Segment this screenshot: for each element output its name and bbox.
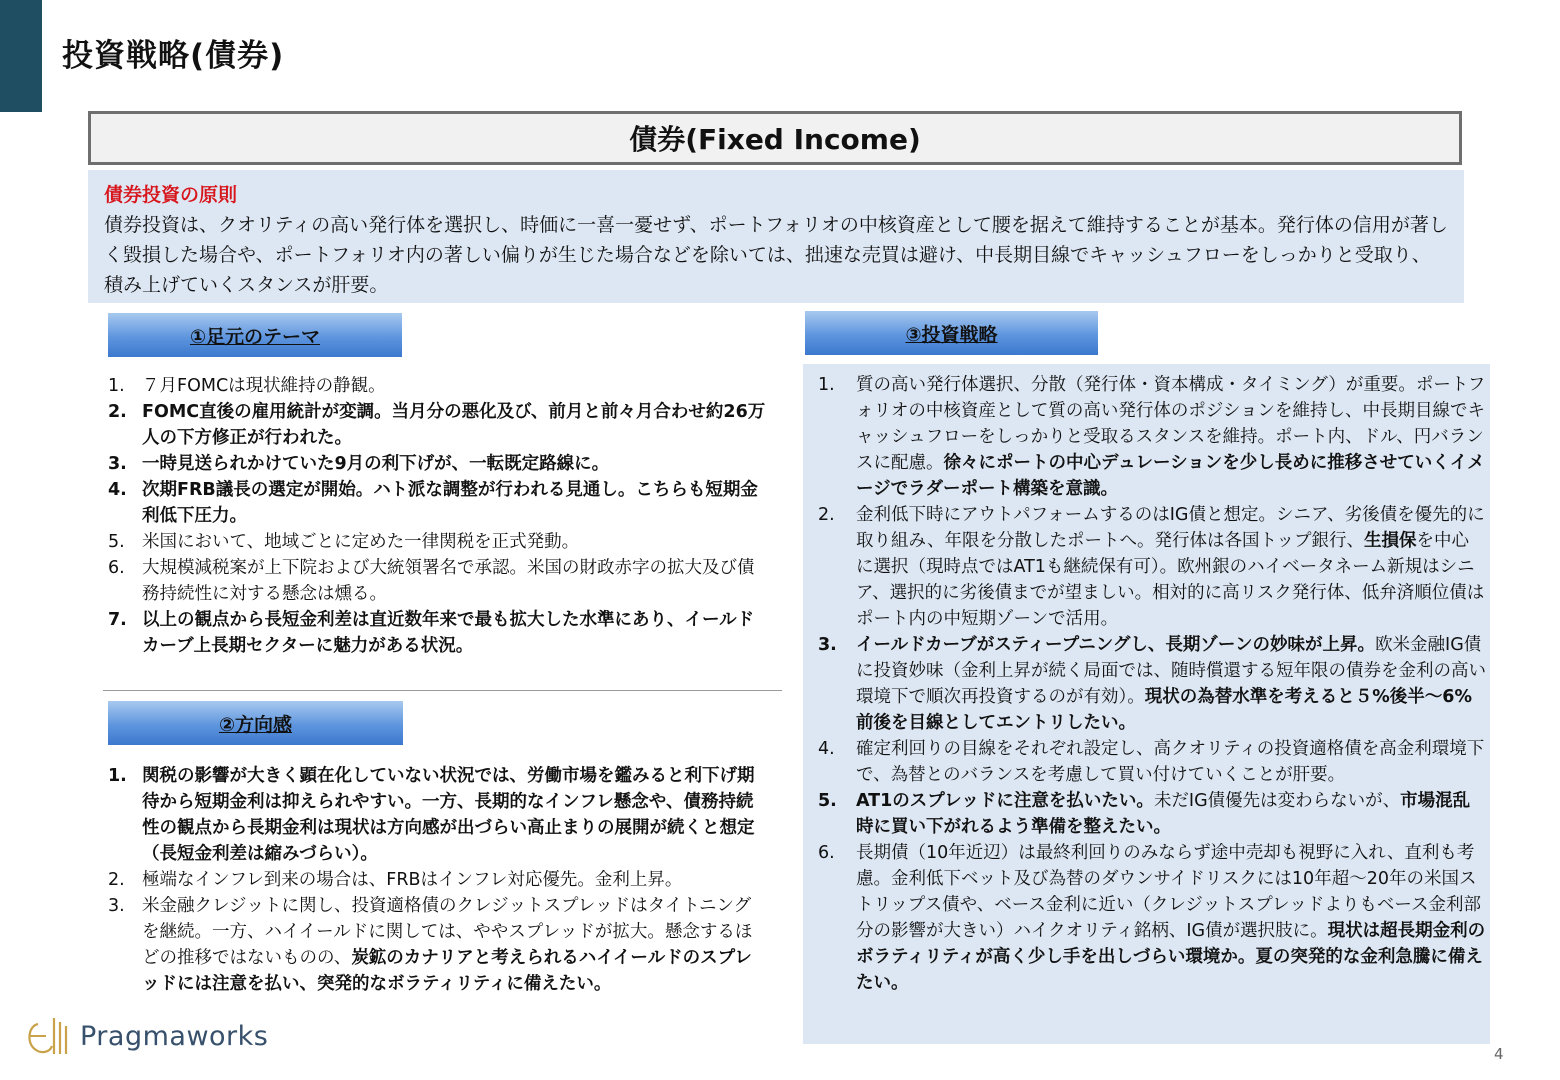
list-item: 3. 米金融クレジットに関し、投資適格債のクレジットスプレッドはタイトニングを継続。一方、ハイイールドに関しては、ややスプレッドが拡大。懸念するほどの推移ではないものの、炭鉱のカナリアと考えられるハイイールドのスプレッドには注意を払い、突発的なボラティリティに備えたい。 [108, 896, 753, 994]
direction-list [108, 763, 768, 997]
list-item: 7. 以上の観点から長短金利差は直近数年来で最も拡大した水準にあり、イールドカーブ上長期セクターに魅力がある状況。 [108, 610, 755, 656]
list-item: 5. 米国において、地域ごとに定めた一律関税を正式発動。 [108, 532, 580, 552]
principle-box [88, 170, 1464, 303]
list-item: 5. AT1のスプレッドに注意を払いたい。未だIG債優先は変わらないが、市場混乱時に買い下がれるよう準備を整えたい。 [818, 791, 1471, 837]
list-item: 3. イールドカーブがスティープニングし、長期ゾーンの妙味が上昇。欧米金融IG債に投資妙味（金利上昇が続く局面では、随時償還する短年限の債券を金利の高い環境下で順次再投資するのが有効）。現状の為替水準を考えると５%後半～6%前後を目線としてエントリしたい。 [818, 635, 1486, 733]
list-item: 3. 一時見送られかけていた9月の利下げが、一転既定路線に。 [108, 454, 610, 474]
list-item: 1. 関税の影響が大きく顕在化していない状況では、労働市場を鑑みると利下げ期待から短期金利は抑えられやすい。一方、長期的なインフレ懸念や、債務持続性の観点から長期金利は現状は方向感が出づらい高止まりの展開が続くと想定（長短金利差は縮みづらい）。 [108, 766, 755, 864]
strategy-list [818, 372, 1486, 996]
list-item: 2. 極端なインフレ到来の場合は、FRBはインフレ対応優先。金利上昇。 [108, 870, 683, 890]
principle-title: 債券投資の原則 [104, 184, 238, 206]
pragmaworks-logo-icon [24, 1014, 74, 1058]
list-item: 4. 次期FRB議長の選定が開始。ハト派な調整が行われる見通し。こちらも短期金利低下圧力。 [108, 480, 758, 526]
principle-body: 債券投資は、クオリティの高い発行体を選択し、時価に一喜一憂せず、ポートフォリオの中核資産として腰を据えて維持することが基本。発行体の信用が著しく毀損した場合や、ポートフォリオ内の著しい偏りが生じた場合などを除いては、拙速な売買は避け、中長期目線でキャッシュフローをしっかりと受取り、積み上げていくスタンスが肝要。 [104, 214, 1448, 296]
list-item: 2. FOMC直後の雇用統計が変調。当月分の悪化及び、前月と前々月合わせ約26万人の下方修正が行われた。 [108, 402, 766, 448]
company-logo [24, 1014, 268, 1058]
tag-direction: ②方向感 [108, 701, 403, 745]
logo-text: Pragmaworks [80, 1020, 269, 1052]
list-item: 2. 金利低下時にアウトパフォームするのはIG債と想定。シニア、劣後債を優先的に取り組み、年限を分散したポートへ。発行体は各国トップ銀行、生損保を中心に選択（現時点ではAT1も継続保有可）。欧州銀のハイベータネーム新規はシニア、選択的に劣後債までが望ましい。相対的に高リスク発行体、低弁済順位債はポート内の中短期ゾーンで活用。 [818, 505, 1485, 629]
theme-list [108, 373, 768, 659]
list-item: 4. 確定利回りの目線をそれぞれ設定し、高クオリティの投資適格債を高金利環境下で、為替とのバランスを考慮して買い付けていくことが肝要。 [818, 739, 1485, 785]
section-divider [103, 690, 782, 691]
page-number: 4 [1494, 1045, 1504, 1063]
list-item: 6. 長期債（10年近辺）は最終利回りのみならず途中売却も視野に入れ、直利も考慮。金利低下ベット及び為替のダウンサイドリスクには10年超～20年の米国ストリップス債や、ベース金利に近い（クレジットスプレッドよりもベース金利部分の影響が大きい）ハイクオリティ銘柄、IG債が選択肢に。現状は超長期金利のボラティリティが高く少し手を出しづらい環境か。夏の突発的な金利急騰に備えたい。 [818, 843, 1486, 993]
list-item: 1. ７月FOMCは現状維持の静観。 [108, 376, 386, 396]
title-accent-bar [0, 0, 42, 112]
page-title: 投資戦略(債券) [62, 38, 285, 74]
section-header: 債券(Fixed Income) [88, 111, 1462, 165]
list-item: 1. 質の高い発行体選択、分散（発行体・資本構成・タイミング）が重要。ポートフォリオの中核資産として質の高い発行体のポジションを維持し、中長期目線でキャッシュフローをしっかりと受取るスタンスを維持。ポート内、ドル、円バランスに配慮。徐々にポートの中心デュレーションを少し長めに推移させていくイメージでラダーポート構築を意識。 [818, 375, 1486, 499]
tag-current-theme: ①足元のテーマ [108, 313, 402, 357]
tag-investment-strategy: ③投資戦略 [805, 311, 1098, 355]
list-item: 6. 大規模減税案が上下院および大統領署名で承認。米国の財政赤字の拡大及び債務持続性に対する懸念は燻る。 [108, 558, 755, 604]
